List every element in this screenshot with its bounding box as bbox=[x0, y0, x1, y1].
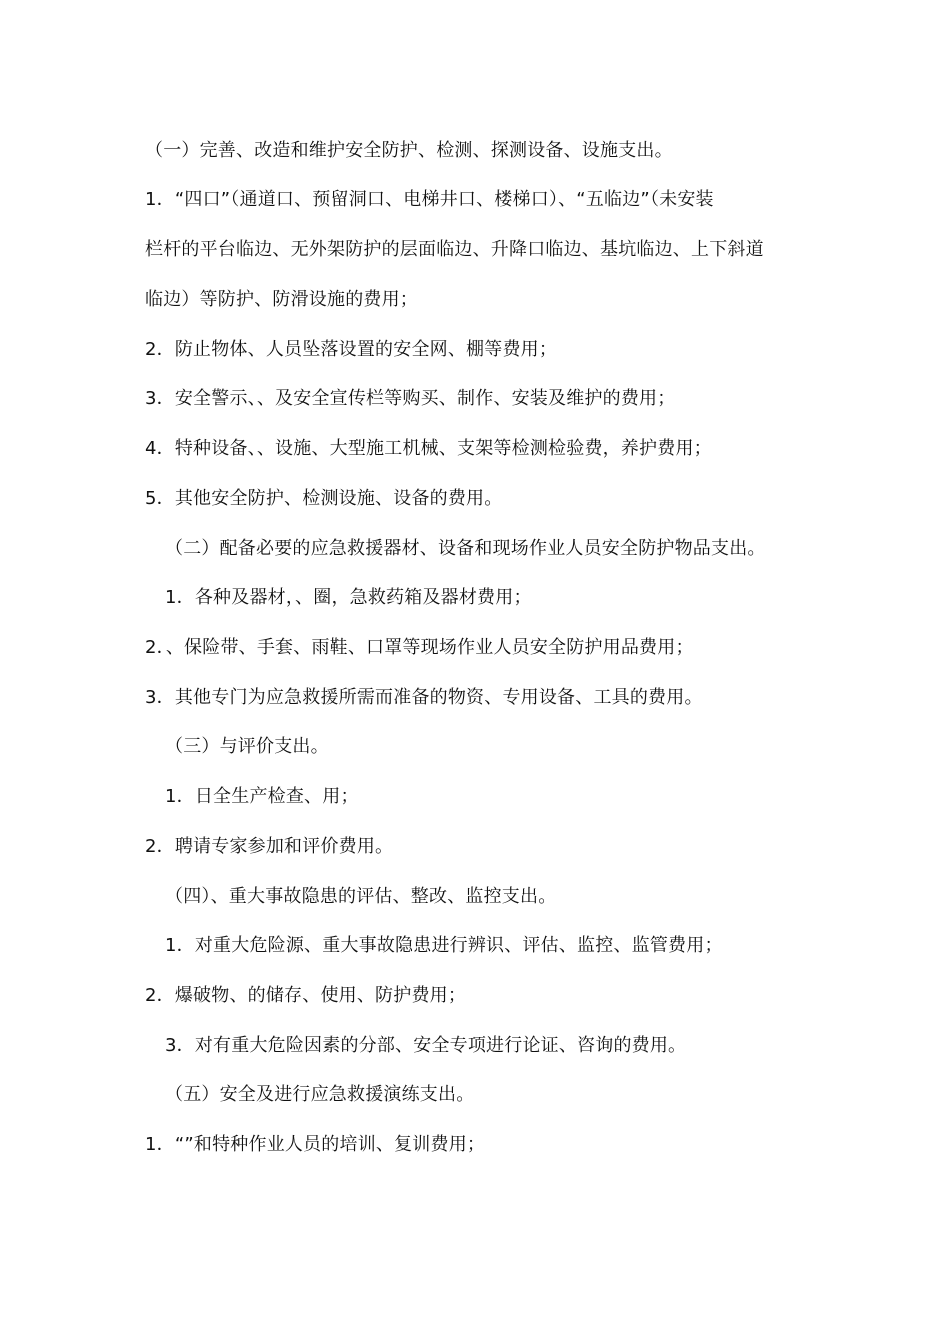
section-heading-3: （三）与评价支出。 bbox=[165, 736, 329, 757]
paragraph-line: 2．爆破物、的储存、使用、防护费用； bbox=[145, 985, 467, 1006]
section-heading-5: （五）安全及进行应急救援演练支出。 bbox=[165, 1084, 475, 1105]
paragraph-line: 1．各种及器材，、圈，急救药箱及器材费用； bbox=[165, 587, 532, 608]
paragraph-line: 1．“四口”（通道口、预留洞口、电梯井口、楼梯口）、“五临边”（未安装 bbox=[145, 189, 714, 210]
paragraph-line: 2．防止物体、人员坠落设置的安全网、棚等费用； bbox=[145, 339, 558, 360]
paragraph-line: 3．其他专门为应急救援所需而准备的物资、专用设备、工具的费用。 bbox=[145, 687, 703, 708]
paragraph-line: 1．“”和特种作业人员的培训、复训费用； bbox=[145, 1134, 486, 1155]
section-heading-4: （四）、重大事故隐患的评估、整改、监控支出。 bbox=[165, 886, 557, 907]
section-heading-2: （二）配备必要的应急救援器材、设备和现场作业人员安全防护物品支出。 bbox=[165, 538, 766, 559]
paragraph-line: 5．其他安全防护、检测设施、设备的费用。 bbox=[145, 488, 503, 509]
section-heading-1: （一）完善、改造和维护安全防护、检测、探测设备、设施支出。 bbox=[145, 140, 673, 161]
paragraph-line: 4．特种设备、、设施、大型施工机械、支架等检测检验费，养护费用； bbox=[145, 438, 712, 459]
paragraph-line: 2．、保险带、手套、雨鞋、口罩等现场作业人员安全防护用品费用； bbox=[145, 637, 694, 658]
paragraph-line: 1．日全生产检查、用； bbox=[165, 786, 359, 807]
paragraph-line: 3．对有重大危险因素的分部、安全专项进行论证、咨询的费用。 bbox=[165, 1035, 687, 1056]
paragraph-line: 2．聘请专家参加和评价费用。 bbox=[145, 836, 394, 857]
paragraph-line: 临边）等防护、防滑设施的费用； bbox=[145, 289, 418, 310]
paragraph-line: 1．对重大危险源、重大事故隐患进行辨识、评估、监控、监管费用； bbox=[165, 935, 723, 956]
paragraph-line: 3．安全警示、、及安全宣传栏等购买、制作、安装及维护的费用； bbox=[145, 388, 676, 409]
paragraph-line: 栏杆的平台临边、无外架防护的层面临边、升降口临边、基坑临边、上下斜道 bbox=[145, 239, 764, 260]
